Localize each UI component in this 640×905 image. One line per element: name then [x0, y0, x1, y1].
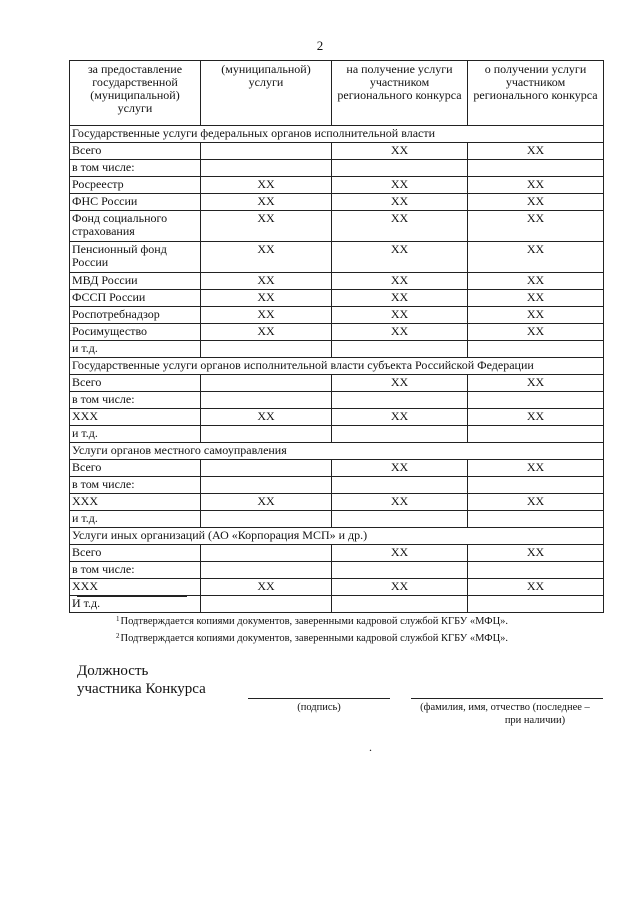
- row-label: Всего: [70, 460, 201, 477]
- cell-col-4: [468, 477, 604, 494]
- cell-col-2: ХХ: [201, 194, 332, 211]
- table-row: [70, 160, 604, 177]
- table-row: [70, 211, 604, 242]
- row-label: Роспотребнадзор: [70, 307, 201, 324]
- signature-line: [248, 698, 390, 699]
- row-label: Росреестр: [70, 177, 201, 194]
- cell-col-4: ХХ: [468, 324, 604, 341]
- row-label: Всего: [70, 143, 201, 160]
- cell-col-2: ХХ: [201, 324, 332, 341]
- row-label: и т.д.: [70, 511, 201, 528]
- cell-col-4: ХХ: [468, 460, 604, 477]
- cell-col-4: ХХ: [468, 409, 604, 426]
- cell-col-4: ХХ: [468, 177, 604, 194]
- cell-col-3: [332, 341, 468, 358]
- section-row: [70, 443, 604, 460]
- page-number: 2: [316, 38, 324, 53]
- name-line: [411, 698, 603, 699]
- table-row: [70, 477, 604, 494]
- table-row: [70, 545, 604, 562]
- row-label: ХХХ: [70, 579, 201, 596]
- cell-col-3: ХХ: [332, 177, 468, 194]
- cell-col-2: ХХ: [201, 409, 332, 426]
- cell-col-2: ХХ: [201, 242, 332, 273]
- cell-col-2: ХХ: [201, 307, 332, 324]
- cell-col-3: [332, 160, 468, 177]
- section-title: Государственные услуги органов исполнительной власти субъекта Российской Федерации: [70, 358, 604, 375]
- cell-col-4: ХХ: [468, 307, 604, 324]
- cell-col-3: [332, 511, 468, 528]
- row-label: И т.д.: [70, 596, 201, 613]
- cell-col-3: [332, 596, 468, 613]
- section-row: [70, 126, 604, 143]
- footnote-1: [116, 612, 508, 629]
- cell-col-4: ХХ: [468, 143, 604, 160]
- cell-col-3: ХХ: [332, 211, 468, 242]
- row-label: и т.д.: [70, 426, 201, 443]
- stray-dot: .: [369, 740, 372, 754]
- cell-col-2: ХХ: [201, 177, 332, 194]
- cell-col-4: ХХ: [468, 579, 604, 596]
- section-title: Государственные услуги федеральных органов исполнительной власти: [70, 126, 604, 143]
- footnote-text: Подтверждается копиями документов, заверенными кадровой службой КГБУ «МФЦ».: [120, 616, 509, 627]
- cell-col-4: ХХ: [468, 211, 604, 242]
- table-row: [70, 242, 604, 273]
- cell-col-2: [201, 375, 332, 392]
- cell-col-4: ХХ: [468, 375, 604, 392]
- table-body: [70, 126, 604, 613]
- cell-col-4: [468, 160, 604, 177]
- cell-col-3: ХХ: [332, 545, 468, 562]
- cell-col-3: ХХ: [332, 307, 468, 324]
- row-label: ХХХ: [70, 494, 201, 511]
- cell-col-3: ХХ: [332, 579, 468, 596]
- cell-col-4: [468, 392, 604, 409]
- signature-caption: (подпись): [297, 702, 341, 713]
- table-row: [70, 596, 604, 613]
- table-row: [70, 324, 604, 341]
- cell-col-4: ХХ: [468, 194, 604, 211]
- row-label: ФНС России: [70, 194, 201, 211]
- cell-col-2: [201, 562, 332, 579]
- section-title: Услуги иных организаций (АО «Корпорация МСП» и др.): [70, 528, 604, 545]
- cell-col-3: ХХ: [332, 242, 468, 273]
- row-label: Пенсионный фонд России: [70, 242, 201, 273]
- name-caption: [405, 701, 605, 727]
- footnote-2: [116, 629, 508, 646]
- cell-col-2: ХХ: [201, 494, 332, 511]
- cell-col-2: [201, 477, 332, 494]
- footnote-mark: 2: [116, 632, 120, 640]
- cell-col-3: [332, 426, 468, 443]
- row-label: Всего: [70, 375, 201, 392]
- row-label: в том числе:: [70, 477, 201, 494]
- header-col-4: о получении услуги участником регионального конкурса: [468, 61, 604, 126]
- cell-col-2: [201, 460, 332, 477]
- cell-col-3: ХХ: [332, 290, 468, 307]
- footnote-text: Подтверждается копиями документов, заверенными кадровой службой КГБУ «МФЦ».: [120, 633, 509, 644]
- table-row: [70, 375, 604, 392]
- cell-col-2: ХХ: [201, 273, 332, 290]
- table-row: [70, 307, 604, 324]
- footnote-mark: 1: [116, 615, 120, 623]
- cell-col-3: [332, 477, 468, 494]
- table-row: [70, 290, 604, 307]
- cell-col-4: [468, 562, 604, 579]
- header-col-1: за предоставление государственной (муниципальной) услуги: [70, 61, 201, 126]
- table-row: [70, 494, 604, 511]
- section-row: [70, 528, 604, 545]
- position-line-1: Должность: [77, 663, 149, 679]
- cell-col-4: [468, 341, 604, 358]
- cell-col-3: ХХ: [332, 194, 468, 211]
- cell-col-3: [332, 562, 468, 579]
- cell-col-4: [468, 426, 604, 443]
- row-label: в том числе:: [70, 562, 201, 579]
- cell-col-4: ХХ: [468, 290, 604, 307]
- row-label: в том числе:: [70, 392, 201, 409]
- name-caption-line-1: (фамилия, имя, отчество (последнее –: [420, 702, 590, 713]
- table-row: [70, 194, 604, 211]
- table-row: [70, 426, 604, 443]
- cell-col-4: [468, 511, 604, 528]
- name-caption-line-2: при наличии): [504, 715, 566, 726]
- cell-col-4: ХХ: [468, 242, 604, 273]
- table-row: [70, 579, 604, 596]
- footnote-separator: [77, 596, 187, 597]
- position-line-2: участника Конкурса: [77, 681, 206, 697]
- cell-col-3: ХХ: [332, 375, 468, 392]
- row-label: и т.д.: [70, 341, 201, 358]
- cell-col-4: [468, 596, 604, 613]
- table-row: [70, 143, 604, 160]
- participant-position-label: [77, 662, 206, 698]
- row-label: в том числе:: [70, 160, 201, 177]
- header-col-3: на получение услуги участником регионального конкурса: [332, 61, 468, 126]
- cell-col-2: [201, 392, 332, 409]
- cell-col-2: [201, 426, 332, 443]
- table-row: [70, 511, 604, 528]
- cell-col-4: ХХ: [468, 545, 604, 562]
- row-label: Фонд социального страхования: [70, 211, 201, 242]
- cell-col-3: [332, 392, 468, 409]
- cell-col-2: [201, 160, 332, 177]
- cell-col-2: [201, 511, 332, 528]
- table-row: [70, 460, 604, 477]
- header-col-2: (муниципальной) услуги: [201, 61, 332, 126]
- row-label: МВД России: [70, 273, 201, 290]
- table-row: [70, 562, 604, 579]
- cell-col-3: ХХ: [332, 324, 468, 341]
- cell-col-4: ХХ: [468, 273, 604, 290]
- table-header-row: [70, 61, 604, 126]
- row-label: ХХХ: [70, 409, 201, 426]
- cell-col-2: [201, 545, 332, 562]
- cell-col-3: ХХ: [332, 494, 468, 511]
- table-row: [70, 341, 604, 358]
- cell-col-2: [201, 596, 332, 613]
- row-label: Всего: [70, 545, 201, 562]
- section-row: [70, 358, 604, 375]
- cell-col-3: ХХ: [332, 273, 468, 290]
- table-row: [70, 409, 604, 426]
- row-label: Росимущество: [70, 324, 201, 341]
- cell-col-3: ХХ: [332, 460, 468, 477]
- footnotes: [116, 612, 508, 646]
- services-table: [69, 60, 604, 613]
- table-row: [70, 177, 604, 194]
- cell-col-2: ХХ: [201, 211, 332, 242]
- cell-col-4: ХХ: [468, 494, 604, 511]
- cell-col-2: [201, 143, 332, 160]
- section-title: Услуги органов местного самоуправления: [70, 443, 604, 460]
- cell-col-2: ХХ: [201, 579, 332, 596]
- cell-col-3: ХХ: [332, 143, 468, 160]
- cell-col-2: ХХ: [201, 290, 332, 307]
- table-row: [70, 392, 604, 409]
- table-row: [70, 273, 604, 290]
- row-label: ФССП России: [70, 290, 201, 307]
- cell-col-2: [201, 341, 332, 358]
- cell-col-3: ХХ: [332, 409, 468, 426]
